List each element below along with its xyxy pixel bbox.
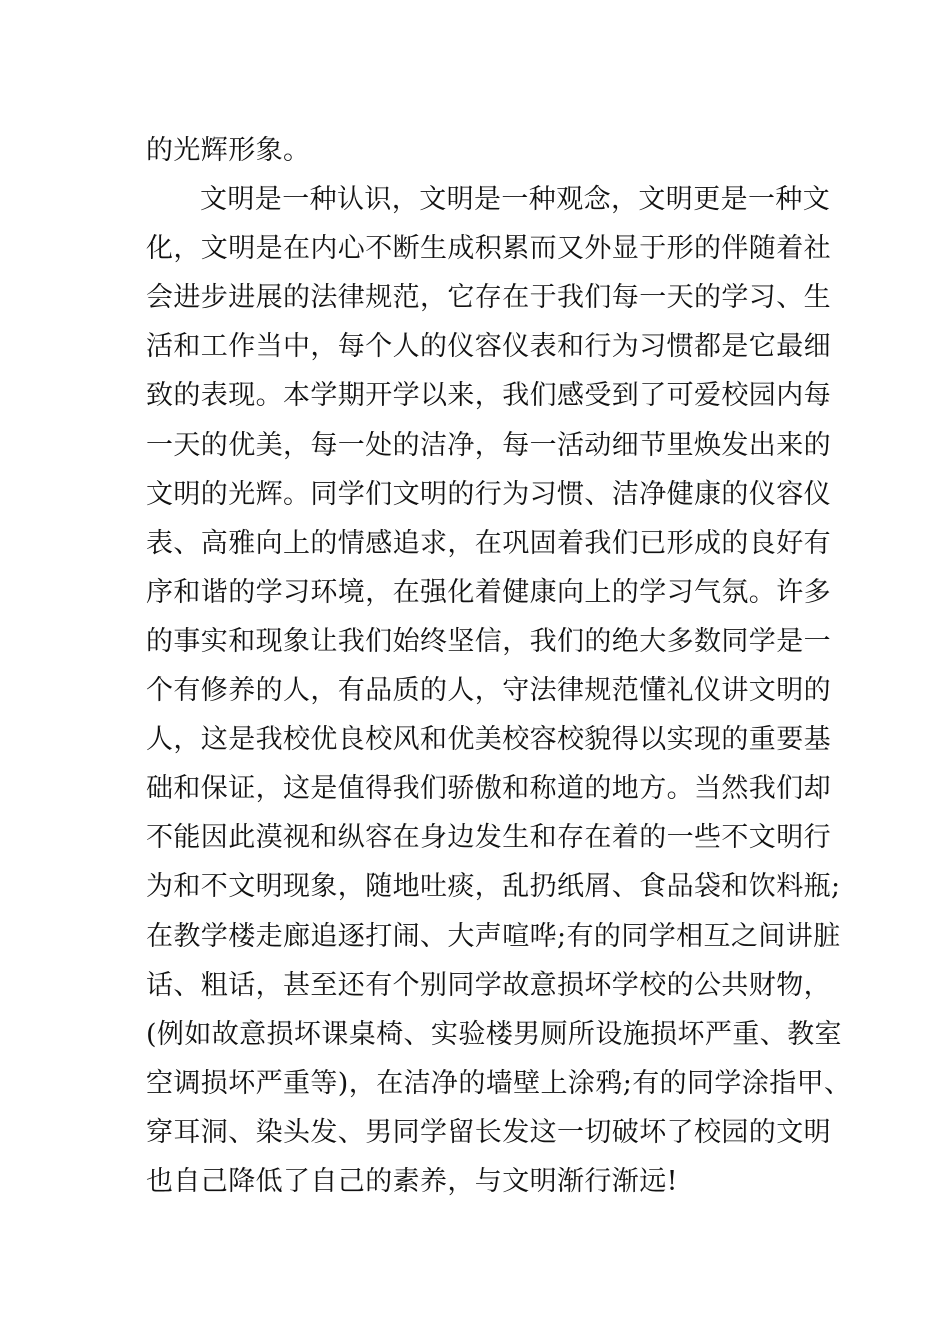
text-line: 序和谐的学习环境，在强化着健康向上的学习气氛。许多 [146,576,831,608]
text-line: 文明的光辉。同学们文明的行为习惯、洁净健康的仪容仪 [146,478,831,510]
text-line: 活和工作当中，每个人的仪容仪表和行为习惯都是它最细 [146,331,831,363]
document-body [146,126,852,1206]
text-line: 础和保证，这是值得我们骄傲和称道的地方。当然我们却 [146,773,831,805]
text-line: 也自己降低了自己的素养，与文明渐行渐远! [146,1165,678,1197]
text-line: 化，文明是在内心不断生成积累而又外显于形的伴随着社 [146,233,831,265]
text-line: 致的表现。本学期开学以来，我们感受到了可爱校园内每 [146,380,831,412]
text-line: 穿耳洞、染头发、男同学留长发这一切破坏了校园的文明 [146,1116,831,1148]
text-line: (例如故意损坏课桌椅、实验楼男厕所设施损坏严重、教室 [146,1018,842,1050]
text-line: 会进步进展的法律规范，它存在于我们每一天的学习、生 [146,282,831,314]
paragraph-first-line: 文明是一种认识，文明是一种观念，文明更是一种文 [200,184,831,216]
text-line: 在教学楼走廊追逐打闹、大声喧哗;有的同学相互之间讲脏 [146,920,841,952]
text-line: 话、粗话，甚至还有个别同学故意损坏学校的公共财物， [146,969,831,1001]
text-line: 空调损坏严重等)，在洁净的墙壁上涂鸦;有的同学涂指甲、 [146,1067,852,1099]
text-line: 表、高雅向上的情感追求，在巩固着我们已形成的良好有 [146,527,831,559]
text-line: 个有修养的人，有品质的人，守法律规范懂礼仪讲文明的 [146,675,831,707]
text-line: 的光辉形象。 [146,135,311,166]
text-line: 为和不文明现象，随地吐痰，乱扔纸屑、食品袋和饮料瓶; [146,871,841,903]
text-line: 人，这是我校优良校风和优美校容校貌得以实现的重要基 [146,724,831,756]
text-line: 一天的优美，每一处的洁净，每一活动细节里焕发出来的 [146,429,831,461]
text-line: 的事实和现象让我们始终坚信，我们的绝大多数同学是一 [146,625,831,657]
text-line: 不能因此漠视和纵容在身边发生和存在着的一些不文明行 [146,822,831,854]
